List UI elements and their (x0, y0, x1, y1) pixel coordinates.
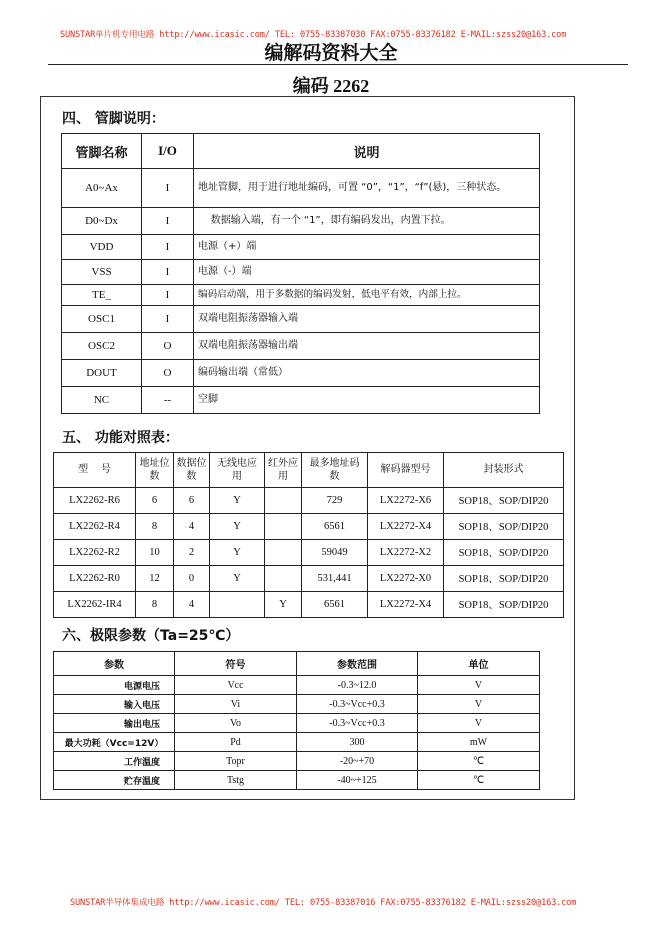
table-row (62, 208, 540, 235)
param-range: -20~+70 (297, 752, 418, 771)
pin-desc: 双端电阻振荡器输出端 (194, 333, 540, 360)
param-unit: V (418, 695, 540, 714)
model: LX2262-IR4 (54, 592, 136, 618)
data-bits: 0 (174, 566, 210, 592)
param-range: -0.3~Vcc+0.3 (297, 695, 418, 714)
radio: Y (210, 488, 265, 514)
pin-table-header (62, 134, 540, 169)
pin-io: I (142, 169, 194, 208)
max-codes: 6561 (302, 592, 368, 618)
limits-section-heading: 六、极限参数（Ta=25℃） (62, 628, 240, 644)
pin-desc: 空脚 (194, 387, 540, 414)
decoder: LX2272-X4 (368, 514, 444, 540)
table-row (54, 771, 540, 790)
limits-col-unit: 单位 (418, 652, 540, 676)
pin-col-desc: 说明 (194, 134, 540, 169)
param-name: 输入电压 (54, 695, 175, 714)
pin-name: NC (62, 387, 142, 414)
title-divider (48, 64, 628, 65)
func-col-decoder: 解码器型号 (368, 453, 444, 488)
pin-name: VDD (62, 235, 142, 260)
pin-desc: 双端电阻振荡器输入端 (194, 306, 540, 333)
table-row (54, 592, 564, 618)
limits-table (53, 651, 540, 790)
data-bits: 6 (174, 488, 210, 514)
package: SOP18、SOP/DIP20 (444, 592, 564, 618)
table-row (62, 306, 540, 333)
func-col-ir: 红外应用 (265, 453, 302, 488)
max-codes: 729 (302, 488, 368, 514)
param-name: 输出电压 (54, 714, 175, 733)
package: SOP18、SOP/DIP20 (444, 566, 564, 592)
pin-table (61, 133, 540, 414)
max-codes: 6561 (302, 514, 368, 540)
limits-col-symbol: 符号 (175, 652, 297, 676)
table-row (54, 514, 564, 540)
pin-name: TE_ (62, 285, 142, 306)
table-row (62, 260, 540, 285)
pin-desc: 编码输出端（常低） (194, 360, 540, 387)
func-col-model: 型 号 (54, 453, 136, 488)
param-symbol: Pd (175, 733, 297, 752)
package: SOP18、SOP/DIP20 (444, 488, 564, 514)
param-name: 最大功耗（Vcc=12V） (54, 733, 175, 752)
data-bits: 4 (174, 592, 210, 618)
table-row (54, 676, 540, 695)
param-range: -0.3~Vcc+0.3 (297, 714, 418, 733)
model: LX2262-R0 (54, 566, 136, 592)
pin-name: OSC1 (62, 306, 142, 333)
pin-desc: 电源（+）端 (194, 235, 540, 260)
footer-contact-line: SUNSTAR半导体集成电路 http://www.icasic.com/ TEL: 0755-83387016 FAX:0755-83376182 E-MAIL:szss20@163.com (70, 898, 577, 908)
pin-col-name: 管脚名称 (62, 134, 142, 169)
addr-bits: 12 (136, 566, 174, 592)
ir (265, 540, 302, 566)
limits-col-param: 参数 (54, 652, 175, 676)
function-table (53, 452, 564, 618)
pin-io: I (142, 260, 194, 285)
addr-bits: 8 (136, 592, 174, 618)
table-row (54, 733, 540, 752)
pin-name: D0~Dx (62, 208, 142, 235)
page-subtitle: 编码 2262 (292, 76, 370, 96)
decoder: LX2272-X0 (368, 566, 444, 592)
pin-name: A0~Ax (62, 169, 142, 208)
param-symbol: Topr (175, 752, 297, 771)
pin-desc: 数据输入端，有一个 “1”，即有编码发出，内置下拉。 (194, 208, 540, 235)
ir: Y (265, 592, 302, 618)
param-unit: ℃ (418, 771, 540, 790)
param-symbol: Vi (175, 695, 297, 714)
table-row (62, 285, 540, 306)
func-col-addr-bits: 地址位数 (136, 453, 174, 488)
ir (265, 488, 302, 514)
func-col-max-codes: 最多地址码 数 (302, 453, 368, 488)
pin-io: I (142, 235, 194, 260)
max-codes: 531,441 (302, 566, 368, 592)
param-name: 工作温度 (54, 752, 175, 771)
pin-name: DOUT (62, 360, 142, 387)
max-codes: 59049 (302, 540, 368, 566)
package: SOP18、SOP/DIP20 (444, 540, 564, 566)
param-range: 300 (297, 733, 418, 752)
param-name: 电源电压 (54, 676, 175, 695)
param-symbol: Tstg (175, 771, 297, 790)
func-col-data-bits: 数据位数 (174, 453, 210, 488)
decoder: LX2272-X4 (368, 592, 444, 618)
table-row (54, 695, 540, 714)
model: LX2262-R6 (54, 488, 136, 514)
radio: Y (210, 540, 265, 566)
pin-io: I (142, 306, 194, 333)
param-range: -40~+125 (297, 771, 418, 790)
table-row (62, 169, 540, 208)
pin-desc: 地址管脚，用于进行地址编码，可置 “0”，“1”，“f”(悬)，三种状态。 (194, 169, 540, 208)
table-row (54, 566, 564, 592)
param-unit: mW (418, 733, 540, 752)
limits-table-header (54, 652, 540, 676)
pin-io: I (142, 208, 194, 235)
pin-name: VSS (62, 260, 142, 285)
table-row (62, 387, 540, 414)
table-row (54, 752, 540, 771)
package: SOP18、SOP/DIP20 (444, 514, 564, 540)
data-bits: 2 (174, 540, 210, 566)
param-unit: V (418, 714, 540, 733)
ir (265, 566, 302, 592)
pin-section-heading: 四、 管脚说明： (62, 111, 165, 127)
func-section-heading: 五、 功能对照表： (62, 430, 179, 446)
ir (265, 514, 302, 540)
param-unit: V (418, 676, 540, 695)
param-unit: ℃ (418, 752, 540, 771)
radio: Y (210, 514, 265, 540)
table-row (62, 360, 540, 387)
param-symbol: Vo (175, 714, 297, 733)
decoder: LX2272-X2 (368, 540, 444, 566)
addr-bits: 8 (136, 514, 174, 540)
table-row (54, 714, 540, 733)
table-row (54, 540, 564, 566)
func-table-header (54, 453, 564, 488)
data-bits: 4 (174, 514, 210, 540)
radio: Y (210, 566, 265, 592)
pin-io: -- (142, 387, 194, 414)
pin-io: O (142, 333, 194, 360)
param-range: -0.3~12.0 (297, 676, 418, 695)
param-name: 贮存温度 (54, 771, 175, 790)
func-col-package: 封装形式 (444, 453, 564, 488)
pin-io: I (142, 285, 194, 306)
model: LX2262-R2 (54, 540, 136, 566)
pin-io: O (142, 360, 194, 387)
func-col-radio: 无线电应 用 (210, 453, 265, 488)
table-row (62, 333, 540, 360)
limits-col-range: 参数范围 (297, 652, 418, 676)
pin-desc: 电源（-）端 (194, 260, 540, 285)
pin-name: OSC2 (62, 333, 142, 360)
header-contact-line: SUNSTAR单片机专用电路 http://www.icasic.com/ TEL: 0755-83387030 FAX:0755-83376182 E-MAIL:szss20@163.com (60, 30, 567, 40)
addr-bits: 10 (136, 540, 174, 566)
document-title: 编解码资料大全 (264, 42, 398, 64)
decoder: LX2272-X6 (368, 488, 444, 514)
pin-desc: 编码启动端，用于多数据的编码发射，低电平有效，内部上拉。 (194, 285, 540, 306)
param-symbol: Vcc (175, 676, 297, 695)
table-row (54, 488, 564, 514)
model: LX2262-R4 (54, 514, 136, 540)
addr-bits: 6 (136, 488, 174, 514)
table-row (62, 235, 540, 260)
radio (210, 592, 265, 618)
pin-col-io: I/O (142, 134, 194, 169)
